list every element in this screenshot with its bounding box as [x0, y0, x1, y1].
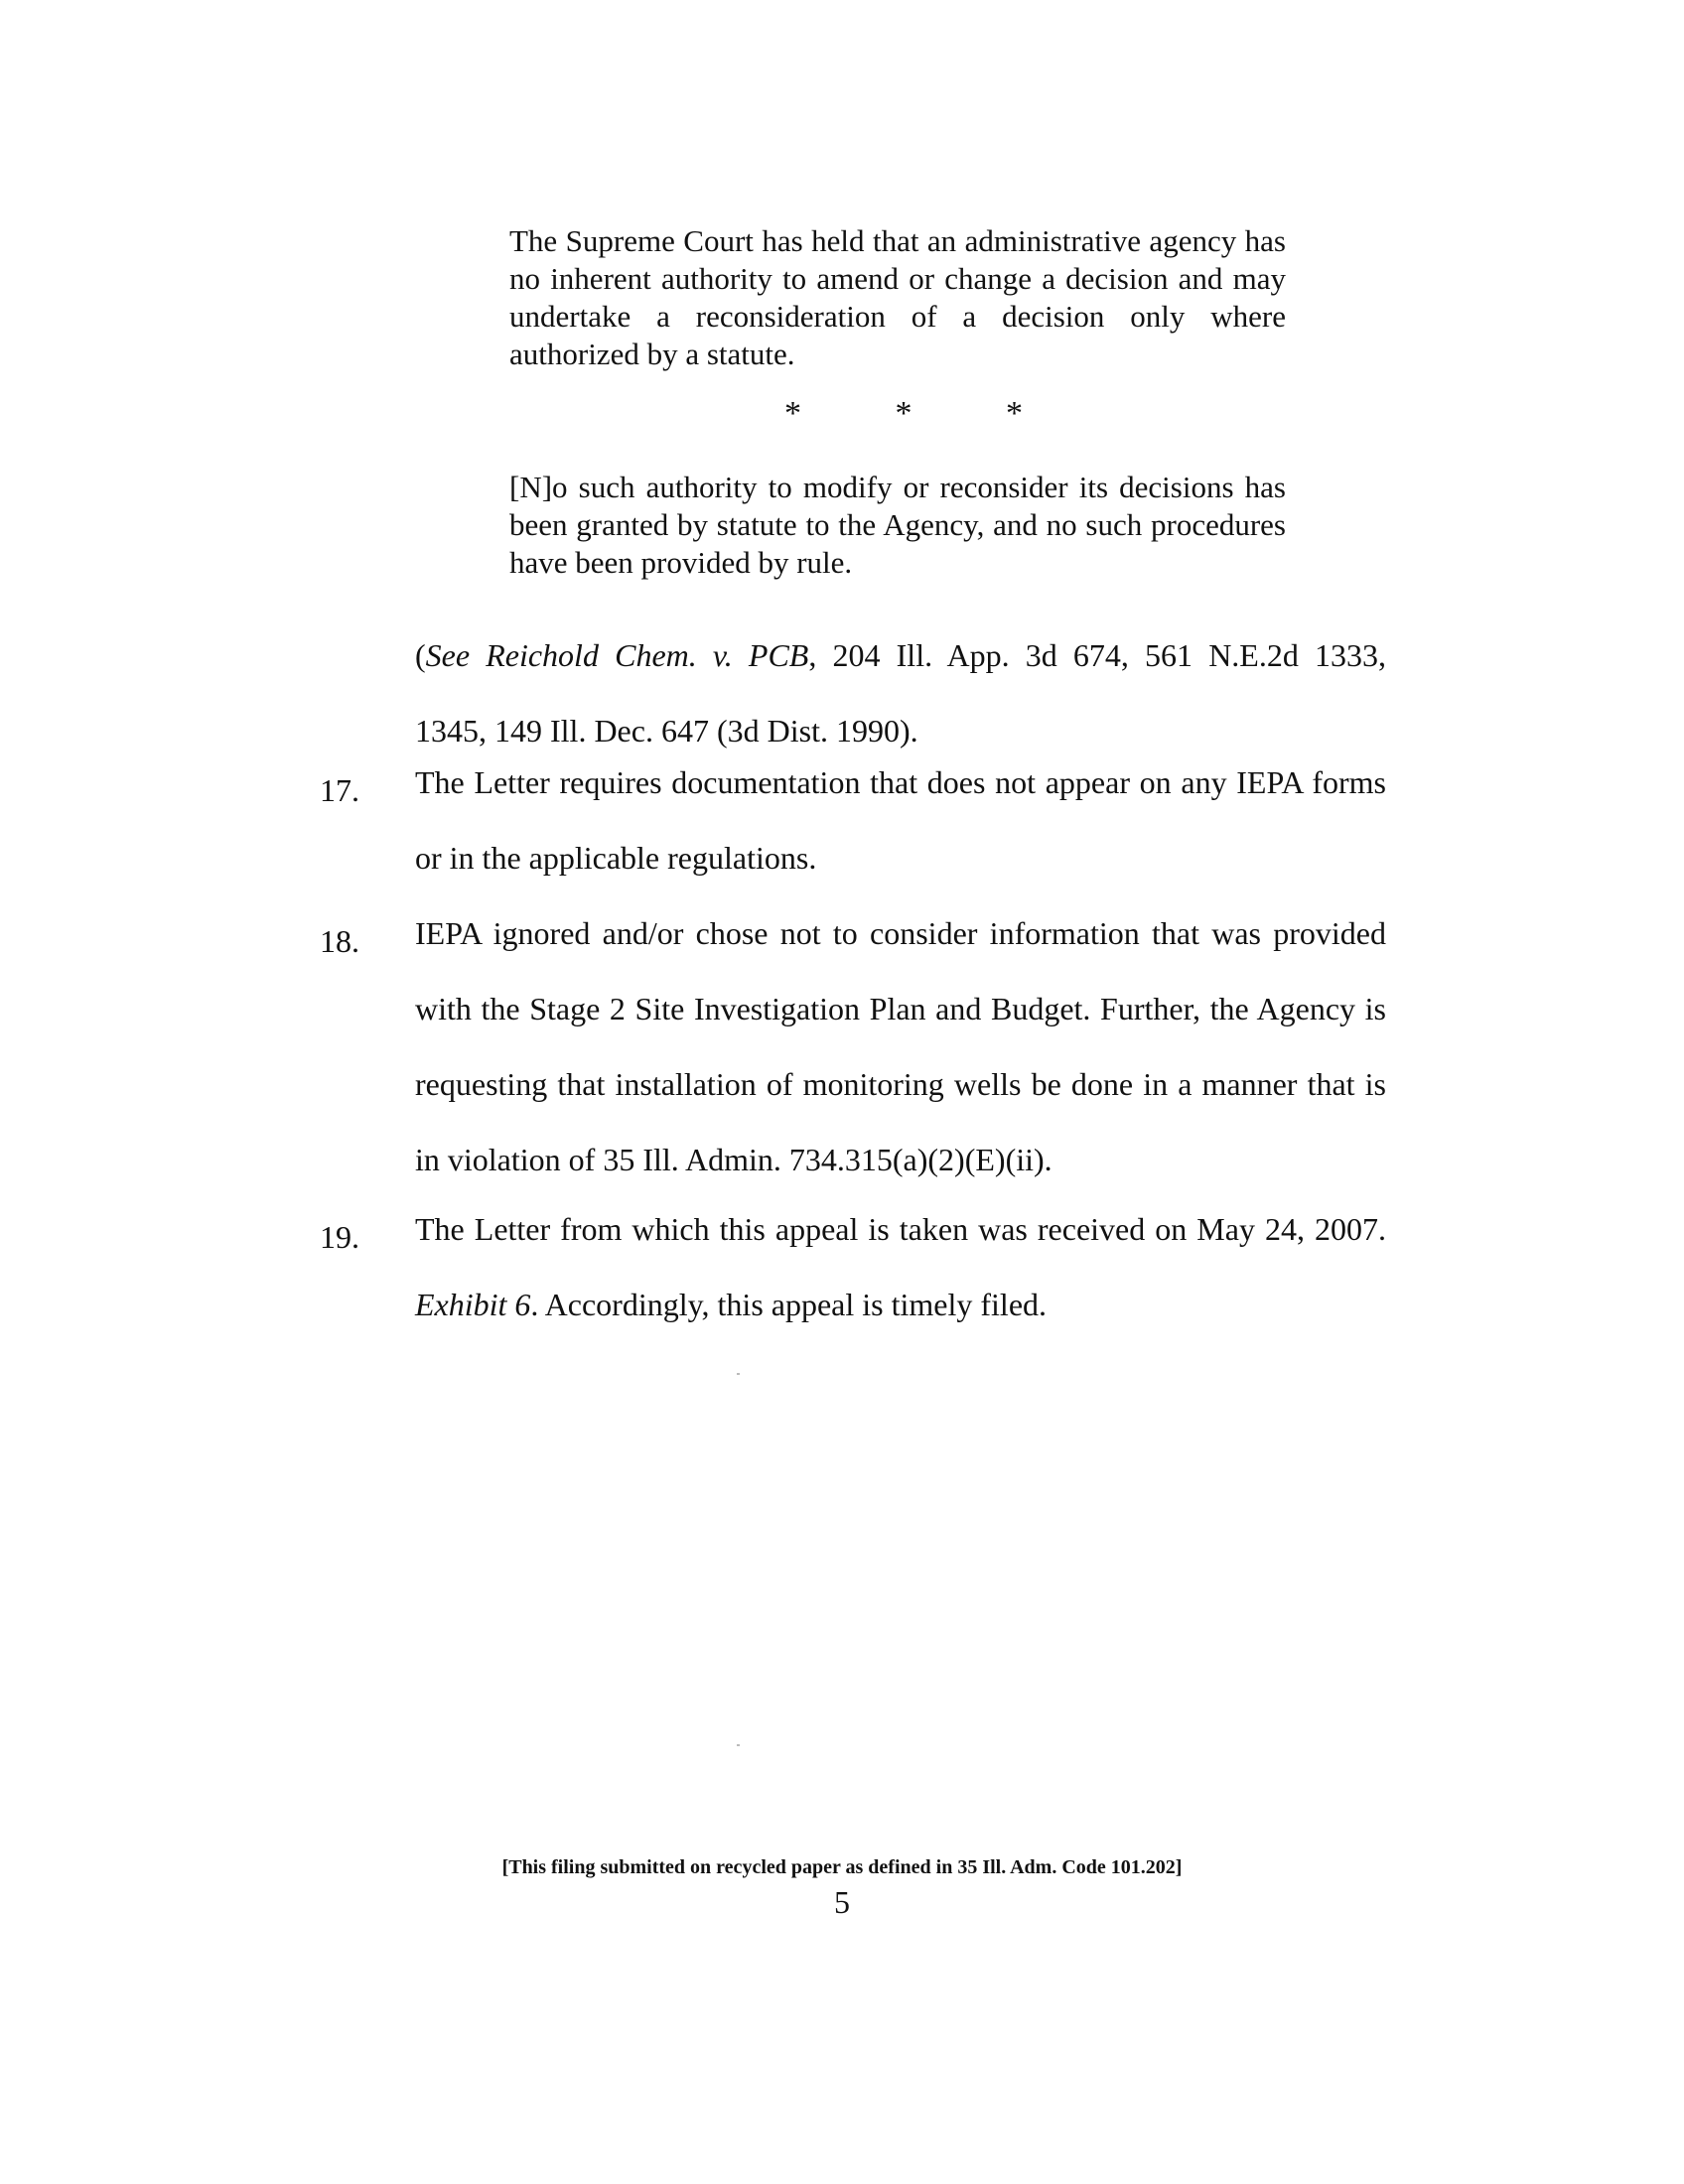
- citation-line-1: [415, 617, 1386, 693]
- numbered-paragraph-18: [320, 895, 1386, 1197]
- separator-star: *: [1006, 395, 1023, 432]
- paragraph-text-tail: . Accordingly, this appeal is timely filed.: [530, 1287, 1048, 1322]
- section-separator: [784, 395, 1023, 433]
- paragraph-number: 17.: [320, 772, 359, 808]
- separator-star: *: [895, 395, 912, 432]
- block-quote-2: [N]o such authority to modify or reconsider its decisions has been granted by statute to the Agency, and no such procedures have been provided by rule.: [509, 470, 1286, 580]
- paragraph-text-lead: The Letter from which this appeal is taken was received on May 24, 2007.: [415, 1211, 1386, 1247]
- separator-star: *: [784, 395, 801, 432]
- numbered-paragraph-17: [320, 745, 1386, 895]
- paragraph-number: 18.: [320, 923, 359, 959]
- scan-speck: [737, 1744, 740, 1746]
- paragraph-text: IEPA ignored and/or chose not to consider information that was provided with the Stage 2 Site Investigation Plan and Budget. Further, the Agency is requesting that installation of monitoring wells be done in a manner that is in violation of 35 Ill. Admin. 734.315(a)(2)(E)(ii).: [415, 915, 1386, 1177]
- citation-open-paren: (: [415, 637, 426, 673]
- page-number: 5: [834, 1884, 850, 1920]
- paragraph-number: 19.: [320, 1219, 359, 1255]
- citation-reporter: , 204 Ill. App. 3d 674, 561 N.E.2d 1333,: [808, 637, 1387, 673]
- citation-line-2: 1345, 149 Ill. Dec. 647 (3d Dist. 1990).: [415, 713, 918, 749]
- paragraph-text: [415, 1191, 1386, 1342]
- recycled-paper-note: [This filing submitted on recycled paper as defined in 35 Ill. Adm. Code 101.202]: [501, 1856, 1183, 1878]
- scan-speck: [737, 1373, 740, 1375]
- numbered-paragraph-19: [320, 1191, 1386, 1342]
- block-quote-1: The Supreme Court has held that an administrative agency has no inherent authority to amend or change a decision and may undertake a reconsideration of a decision only where authorized by a statute.: [509, 223, 1286, 371]
- citation-case-name: See Reichold Chem. v. PCB: [425, 637, 809, 673]
- exhibit-reference: Exhibit 6: [415, 1287, 531, 1322]
- paragraph-text: The Letter requires documentation that does not appear on any IEPA forms or in the applicable regulations.: [415, 764, 1386, 876]
